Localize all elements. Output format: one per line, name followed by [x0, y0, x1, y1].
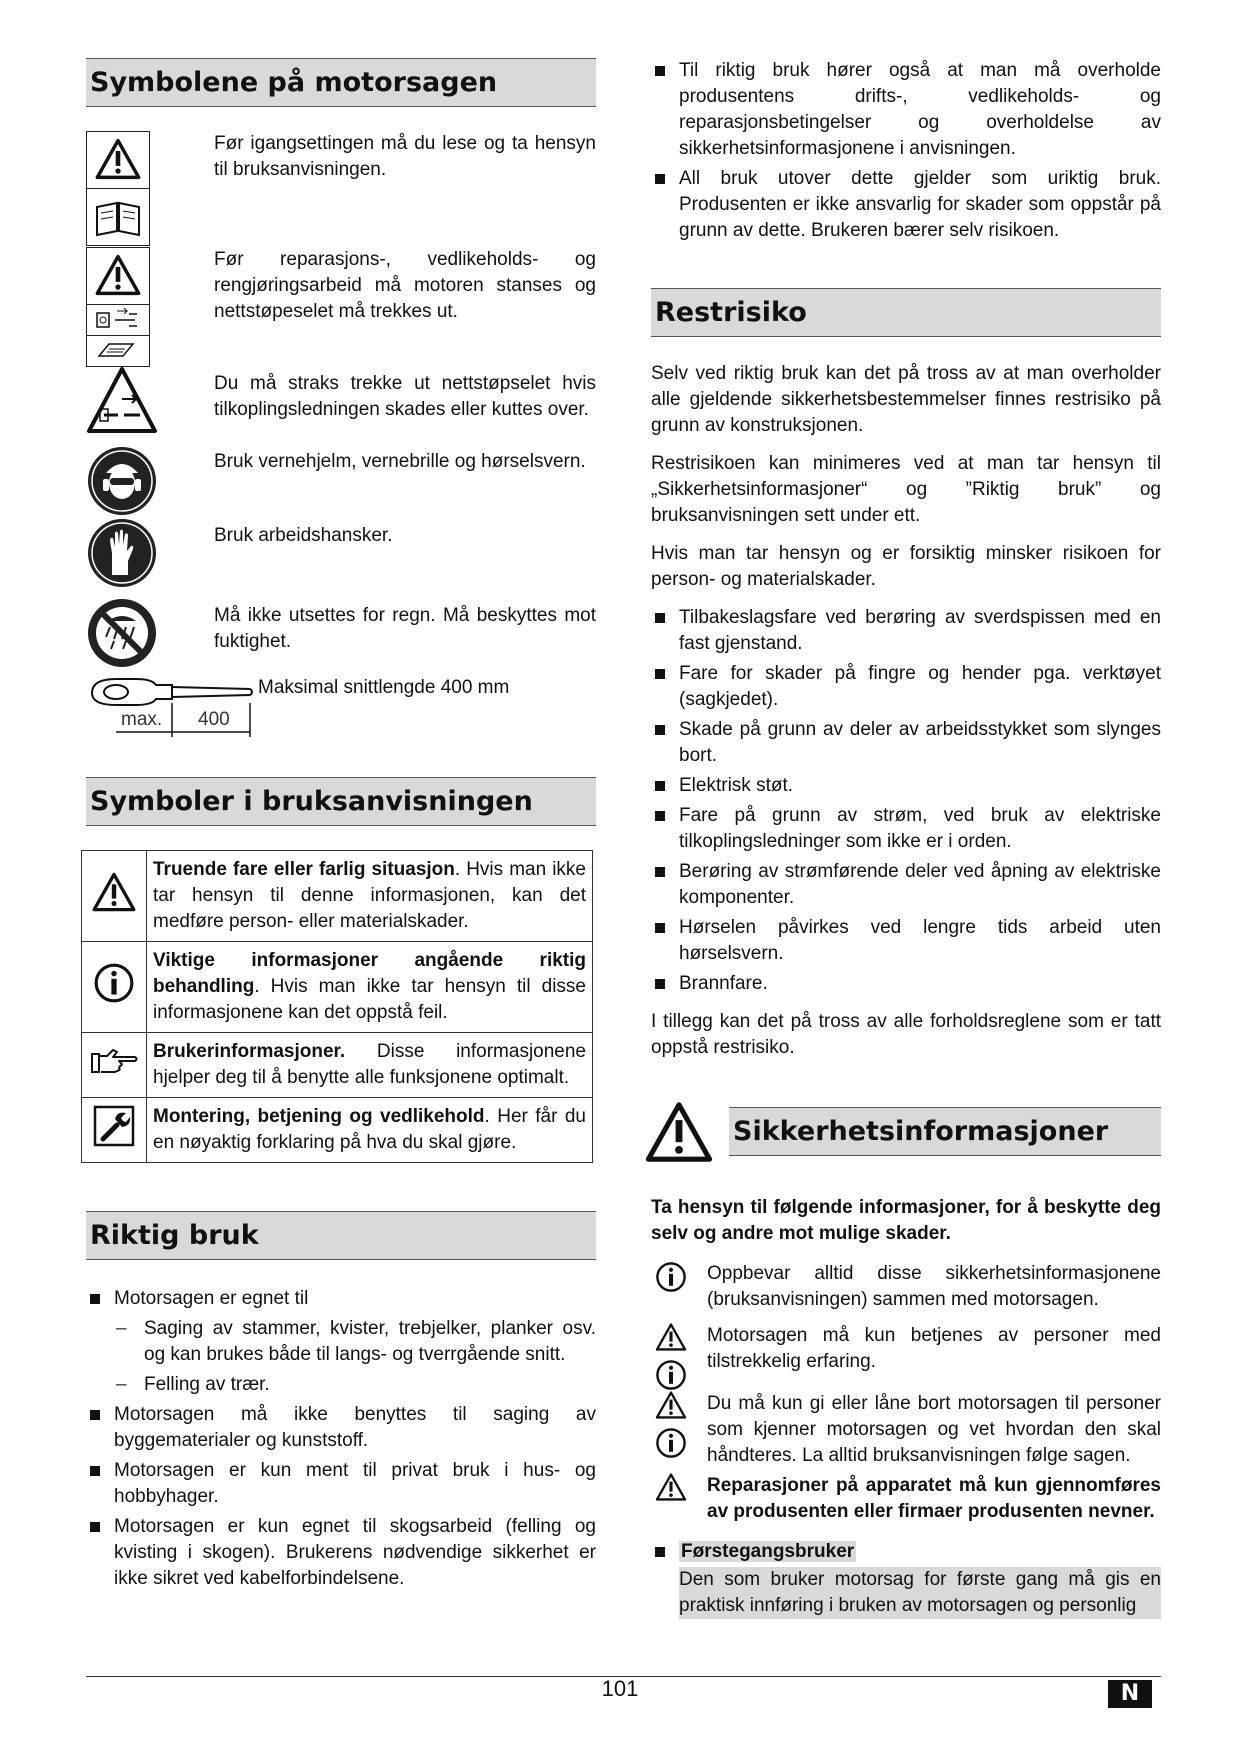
symbols-heading: Symbolene på motorsagen: [86, 58, 596, 107]
chainsaw-length-icon: [86, 673, 256, 741]
warning-icon: [86, 247, 150, 305]
first-user-text: Den som bruker motorsag for første gang må gis en praktisk innføring i bruken av motorsagen og personlig: [679, 1567, 1161, 1619]
manual-symbols-heading: Symboler i bruksanvisningen: [86, 777, 596, 826]
list-item: Fare på grunn av strøm, ved bruk av elektriske tilkoplingsledninger som ikke er i orden.: [651, 803, 1161, 855]
info-icon: [655, 1359, 687, 1391]
row-title: Viktige informasjoner angående riktig behandling: [153, 950, 586, 997]
correct-use-list: [86, 1286, 596, 1592]
safety-row: [651, 1391, 1161, 1469]
warning-icon: [92, 872, 136, 912]
symbol-row-maintenance: [86, 247, 596, 371]
list-item: Motorsagen er kun egnet til skogsarbeid (felling og kvisting i skogen). Brukerens nødvendige sikkerhet er ikke sikret ved kabelforbindelsene.: [86, 1514, 596, 1592]
warning-icon: [645, 1101, 713, 1163]
length-value: 400: [198, 709, 230, 730]
list-item: Elektrisk støt.: [651, 773, 1161, 799]
safety-row-text: Oppbevar alltid disse sikkerhetsinformasjonene (bruksanvisningen) sammen med motorsagen.: [707, 1263, 1161, 1310]
sub-list: [114, 1316, 596, 1398]
symbol-text: Du må straks trekke ut nettstøpselet hvis tilkoplingsledningen skades eller kuttes over.: [214, 373, 596, 420]
list-item: – Felling av trær.: [114, 1372, 596, 1398]
warning-icon: [655, 1323, 687, 1351]
list-item: Til riktig bruk hører også at man må overholde produsentens drifts-, vedlikeholds- og reparasjonsbetingelser og overholdelse av sikkerhetsinformasjonene i anvisningen.: [651, 58, 1161, 162]
symbol-text: Bruk vernehjelm, vernebrille og hørselsvern.: [214, 451, 586, 472]
table-row: [82, 942, 593, 1033]
warning-icon: [655, 1473, 687, 1501]
unplug-icon: [86, 305, 150, 336]
max-label: max.: [121, 709, 163, 730]
row-text: . Hvis man ikke tar hensyn til denne informasjonen, kan det medføre person- eller materialskader.: [153, 859, 586, 932]
symbol-text: Før reparasjons-, vedlikeholds- og rengjøringsarbeid må motoren stanses og nettstøpeselet må trekkes ut.: [214, 249, 596, 322]
row-text: . Hvis man ikke tar hensyn til disse informasjonene kan det oppstå feil.: [153, 976, 586, 1023]
risk-paragraph: Restrisikoen kan minimeres ved at man tar hensyn til „Sikkerhetsinformasjoner“ og ”Riktig bruk” og bruksanvisningen sett under ett.: [651, 453, 1161, 526]
head-protection-icon: [86, 445, 158, 517]
info-icon: [93, 962, 135, 1004]
info-icon: [655, 1261, 687, 1293]
list-item: All bruk utover dette gjelder som uriktig bruk. Produsenten er ikke ansvarlig for skader som oppstår på grunn av dette. Brukeren bærer selv risikoen.: [651, 166, 1161, 244]
risk-closing: I tillegg kan det på tross av alle forholdsreglene som er tatt oppstå restrisiko.: [651, 1011, 1161, 1058]
first-user-label: Førstegangsbruker: [681, 1541, 855, 1562]
risk-paragraph: Selv ved riktig bruk kan det på tross av at man overholder alle gjeldende sikkerhetsbestemmelser finnes restrisiko på grunn av konstruksjonen.: [651, 363, 1161, 436]
table-row: [82, 1098, 593, 1163]
manual-symbols-table: [81, 850, 593, 1163]
right-column: [651, 58, 1161, 1623]
row-title: Truende fare eller farlig situasjon: [153, 859, 455, 880]
safety-row: [651, 1261, 1161, 1313]
manual-icon: [86, 336, 150, 367]
safety-row-text: Reparasjoner på apparatet må kun gjennomføres av produsenten eller firmaer produsenten nevner.: [707, 1475, 1161, 1522]
wrench-icon: [93, 1105, 135, 1147]
safety-heading: Sikkerhetsinformasjoner: [729, 1107, 1161, 1156]
left-column: [86, 58, 596, 1596]
safety-heading-block: [651, 1101, 1161, 1169]
table-row: [82, 1033, 593, 1098]
symbol-text: Før igangsettingen må du lese og ta hensyn til bruksanvisningen.: [214, 133, 596, 180]
risk-paragraph: Hvis man tar hensyn og er forsiktig minsker risikoen for person- og materialskader.: [651, 543, 1161, 590]
symbol-text: Bruk arbeidshansker.: [214, 525, 393, 546]
row-title: Brukerinformasjoner.: [153, 1041, 346, 1062]
list-item: Brannfare.: [651, 971, 1161, 997]
symbol-text: Maksimal snittlengde 400 mm: [258, 677, 510, 698]
symbol-row-protection: [86, 449, 596, 523]
safety-row-text: Motorsagen må kun betjenes av personer med tilstrekkelig erfaring.: [707, 1325, 1161, 1372]
list-item: Hørselen påvirkes ved lengre tids arbeid uten hørselsvern.: [651, 915, 1161, 967]
list-item: – Saging av stammer, kvister, trebjelker, planker osv. og kan brukes både til langs- og tverrgående snitt.: [114, 1316, 596, 1368]
info-icon: [655, 1427, 687, 1459]
list-item: Motorsagen er kun ment til privat bruk i hus- og hobbyhager.: [86, 1458, 596, 1510]
residual-risk-heading: Restrisiko: [651, 288, 1161, 337]
list-item: Berøring av strømførende deler ved åpning av elektriske komponenter.: [651, 859, 1161, 911]
page-number: 101: [601, 1676, 639, 1701]
correct-use-continued-list: [651, 58, 1161, 244]
manual-book-icon: [86, 189, 150, 246]
symbol-row-cable: [86, 371, 596, 449]
symbol-row-rain: [86, 603, 596, 673]
safety-row-text: Du må kun gi eller låne bort motorsagen til personer som kjenner motorsagen og vet hvordan den skal håndteres. La alltid bruksanvisningen følge sagen.: [707, 1393, 1161, 1466]
list-item: [651, 1539, 1161, 1619]
warning-icon: [655, 1391, 687, 1419]
pointing-hand-icon: [89, 1046, 139, 1076]
row-title: Montering, betjening og vedlikehold: [153, 1106, 485, 1127]
symbol-row-length: [86, 673, 596, 777]
gloves-icon: [86, 517, 158, 589]
symbol-row-read-manual: [86, 131, 596, 247]
first-user-list: [651, 1539, 1161, 1619]
table-row: [82, 851, 593, 942]
symbol-text: Må ikke utsettes for regn. Må beskyttes mot fuktighet.: [214, 605, 596, 652]
list-item: Fare for skader på fingre og hender pga. verktøyet (sagkjedet).: [651, 661, 1161, 713]
symbol-row-gloves: [86, 523, 596, 603]
risk-list: [651, 605, 1161, 997]
no-rain-icon: [86, 597, 158, 669]
list-item: Motorsagen må ikke benyttes til saging av byggematerialer og kunststoff.: [86, 1402, 596, 1454]
correct-use-heading: Riktig bruk: [86, 1211, 596, 1260]
safety-row: [651, 1473, 1161, 1525]
list-item: Skade på grunn av deler av arbeidsstykket som slynges bort.: [651, 717, 1161, 769]
safety-intro: Ta hensyn til følgende informasjoner, for å beskytte deg selv og andre mot mulige skader.: [651, 1197, 1161, 1244]
cable-warning-icon: [86, 365, 158, 435]
safety-row: [651, 1323, 1161, 1375]
list-item-text: Motorsagen er egnet til: [114, 1288, 309, 1309]
row-text: . Her får du en nøyaktig forklaring på hva du skal gjøre.: [153, 1106, 586, 1153]
list-item: Tilbakeslagsfare ved berøring av sverdspissen med en fast gjenstand.: [651, 605, 1161, 657]
row-text: Disse informasjonene hjelper deg til å benytte alle funksjonene optimalt.: [153, 1041, 586, 1088]
warning-icon: [86, 131, 150, 189]
language-badge: N: [1108, 1680, 1152, 1708]
list-item: [86, 1286, 596, 1398]
